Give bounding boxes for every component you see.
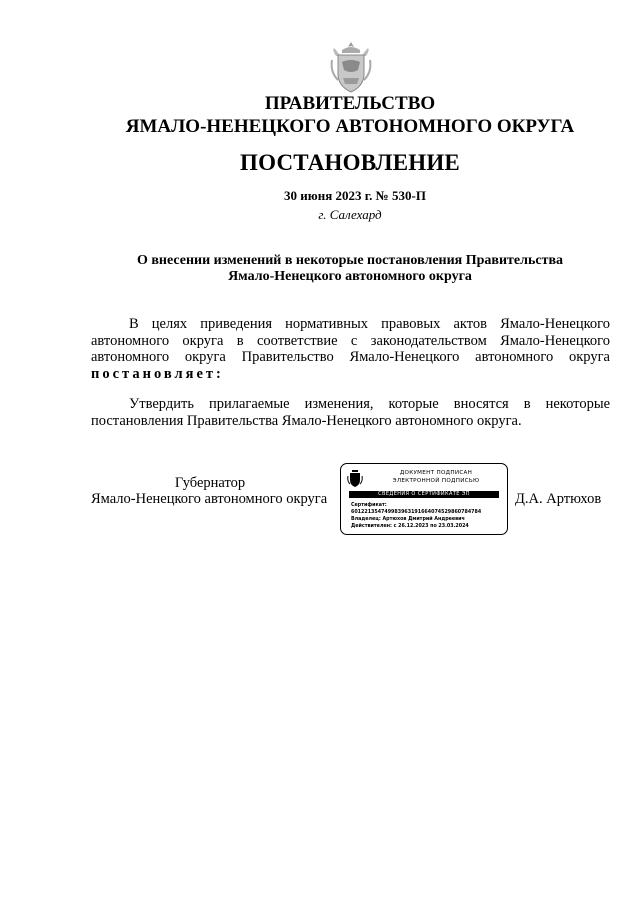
paragraph-2-line-1: Утвердить прилагаемые изменения, которые вносятся в некоторые <box>129 396 610 412</box>
electronic-signature-stamp <box>340 463 508 535</box>
region-title: ЯМАЛО-НЕНЕЦКОГО АВТОНОМНОГО ОКРУГА <box>125 116 575 137</box>
city: г. Салехард <box>318 207 382 222</box>
government-title: ПРАВИТЕЛЬСТВО <box>264 93 436 114</box>
paragraph-1-line-1: В целях приведения нормативных правовых актов Ямало-Ненецкого <box>129 316 610 332</box>
document-type: ПОСТАНОВЛЕНИЕ <box>240 150 460 175</box>
paragraph-1 <box>91 316 610 382</box>
certificate-number: 601221354749983963191664074529860784784 <box>351 510 482 515</box>
paragraph-1-line-3: автономного округа Правительство Ямало-Ненецкого автономного округа <box>91 349 610 365</box>
coat-of-arms-emblem <box>328 40 374 94</box>
document-subject <box>90 253 610 285</box>
certificate-owner: Владелец: Артюхов Дмитрий Андреевич <box>351 517 465 522</box>
paragraph-1-line-2: автономного округа в соответствие с законодательством Ямало-Ненецкого <box>91 332 610 349</box>
emblem-icon <box>347 468 363 488</box>
resolves-word: постановляет: <box>91 365 224 382</box>
certificate-validity: Действителен: с 26.12.2023 по 23.03.2024 <box>351 524 469 529</box>
signatory-name: Д.А. Артюхов <box>515 491 602 507</box>
signatory-title: Губернатор <box>174 475 246 491</box>
signatory-region: Ямало-Ненецкого автономного округа <box>91 491 328 507</box>
paragraph-2 <box>91 396 610 429</box>
subject-line-2: Ямало-Ненецкого автономного округа <box>228 269 472 284</box>
stamp-header-line-1: ДОКУМЕНТ ПОДПИСАН <box>399 470 473 476</box>
certificate-label: Сертификат: <box>351 503 387 508</box>
stamp-certificate-bar: СВЕДЕНИЯ О СЕРТИФИКАТЕ ЭП <box>349 491 499 498</box>
date-and-number: 30 июня 2023 г. № 530-П <box>284 188 426 203</box>
stamp-header-line-2: ЭЛЕКТРОННОЙ ПОДПИСЬЮ <box>392 478 480 484</box>
subject-line-1: О внесении изменений в некоторые постановления Правительства <box>136 253 564 268</box>
paragraph-2-line-2: постановления Правительства Ямало-Ненецкого автономного округа. <box>91 412 522 429</box>
